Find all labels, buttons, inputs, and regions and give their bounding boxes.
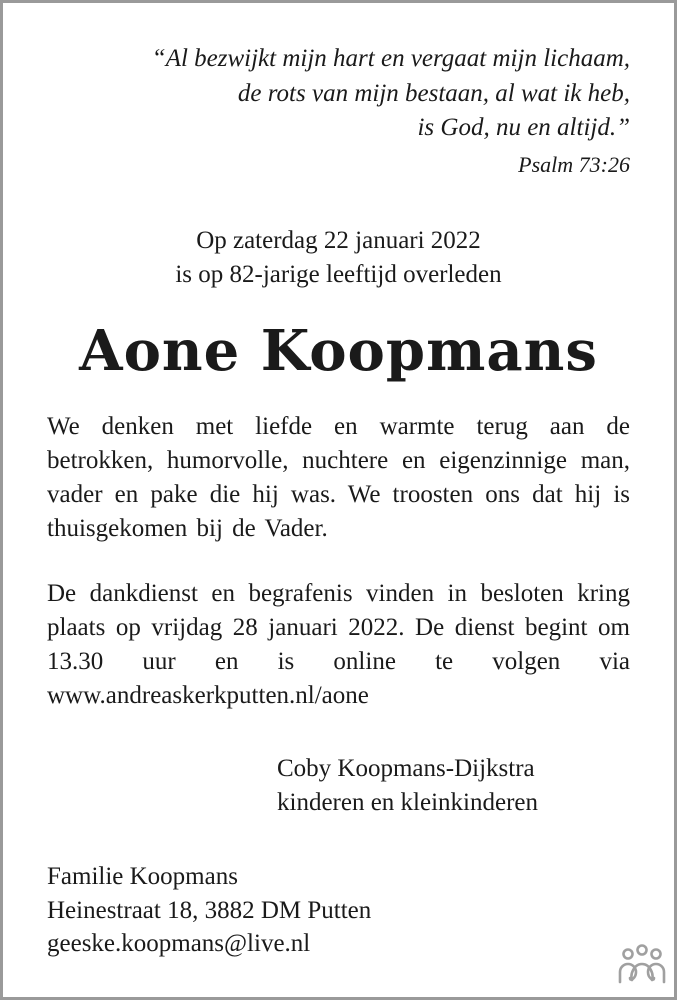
quote-source: Psalm 73:26 [518, 152, 630, 177]
intro-line: is op 82-jarige leeftijd overleden [175, 261, 502, 288]
email-line: geeske.koopmans@live.nl [47, 930, 311, 957]
correspondence-address [47, 860, 371, 961]
memorial-paragraph: We denken met liefde en warmte terug aan de betrokken, humorvolle, nuchtere en eigenzinnige man, vader en pake die hij was. We troosten ons dat hij is thuisgekomen bij de Vader. [47, 413, 630, 542]
service-paragraph: De dankdienst en begrafenis vinden in besloten kring plaats op vrijdag 28 januari 2022. De dienst begint om 13.30 uur en is online te volgen via www.andreaskerkputten.nl/aone [47, 580, 630, 709]
signature-line: Coby Koopmans-Dijkstra [277, 755, 535, 782]
bible-quote [152, 42, 630, 146]
quote-line: “Al bezwijkt mijn hart en vergaat mijn lichaam, [151, 45, 630, 72]
quote-line: de rots van mijn bestaan, al wat ik heb, [237, 79, 630, 107]
address-line: Familie Koopmans [47, 863, 238, 890]
death-announcement [0, 224, 677, 292]
deceased-name: Aone Koopmans [79, 318, 598, 384]
quote-line: is God, nu en altijd.” [417, 114, 630, 141]
address-line: Heinestraat 18, 3882 DM Putten [47, 896, 372, 924]
signature [277, 752, 538, 820]
signature-line: kinderen en kleinkinderen [277, 789, 539, 816]
family-people-icon [617, 944, 667, 988]
intro-line: Op zaterdag 22 januari 2022 [196, 227, 481, 254]
